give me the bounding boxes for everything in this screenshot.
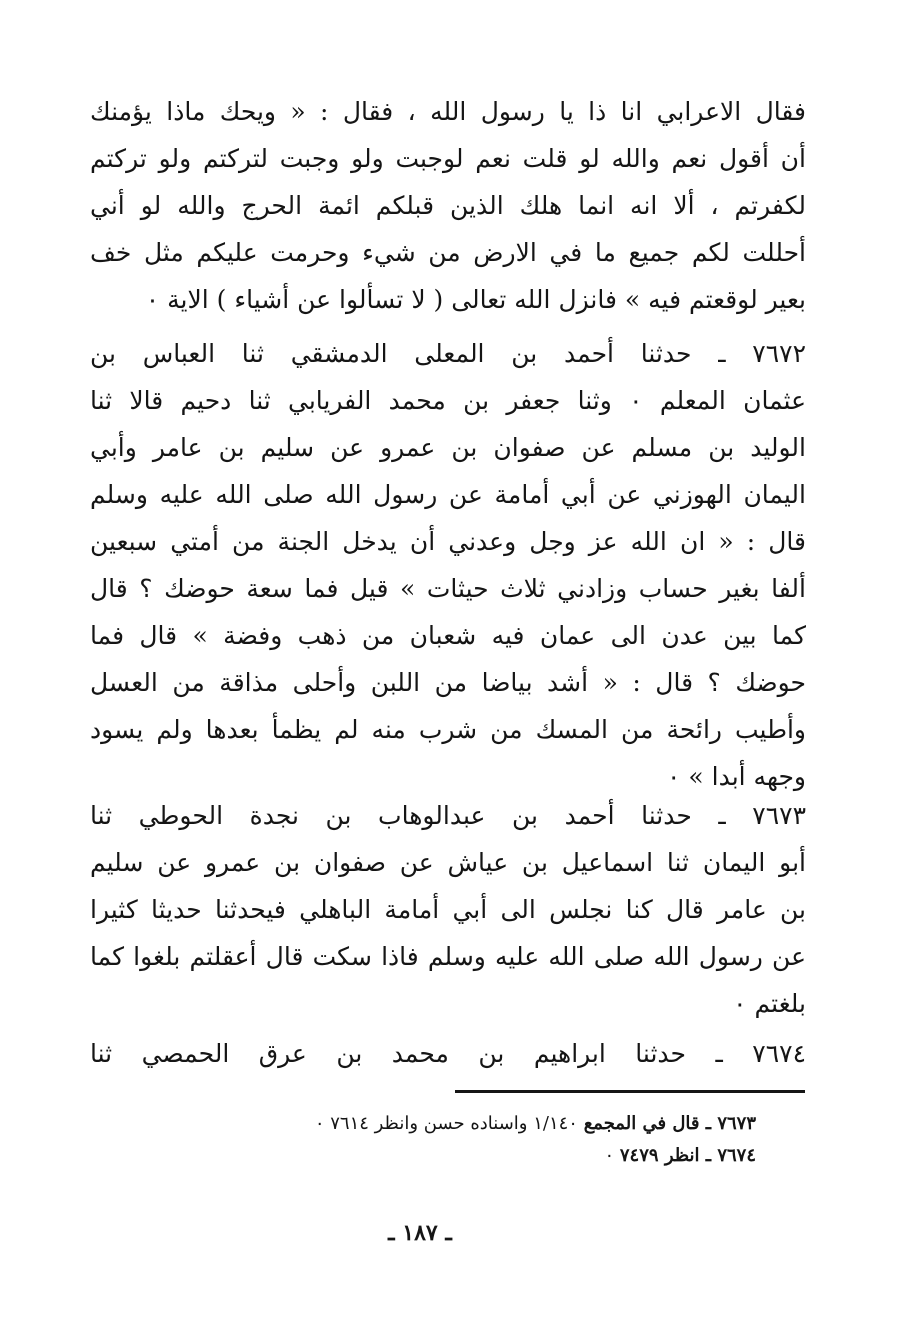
hadith-7673	[90, 792, 806, 1027]
text-line: بلغتم ٠	[733, 989, 806, 1018]
hadith-7674	[90, 1030, 806, 1077]
text-line: الوليد بن مسلم عن صفوان بن عمرو عن سليم بن عامر وأبي	[90, 433, 806, 462]
text-line: بعير لوقعتم فيه » فانزل الله تعالى ( لا تسألوا عن أشياء ) الاية ٠	[145, 285, 806, 314]
text-line: بن عامر قال كنا نجلس الى أبي أمامة الباهلي فيحدثنا حديثا كثيرا	[90, 895, 806, 924]
paragraph-1	[90, 88, 806, 323]
text-line: ٧٦٧٣ ـ حدثنا أحمد بن عبدالوهاب بن نجدة الحوطي ثنا	[90, 801, 806, 830]
footnote-text: ٠	[604, 1145, 615, 1166]
footnotes	[150, 1108, 756, 1172]
text-line: لكفرتم ، ألا انه انما هلك الذين قبلكم ائمة الحرج والله لو أني	[90, 191, 806, 220]
text-line: قال : « ان الله عز وجل وعدني أن يدخل الجنة من أمتي سبعين	[90, 527, 806, 556]
page-number: ـ ١٨٧ ـ	[388, 1220, 452, 1246]
text-line: ٧٦٧٢ ـ حدثنا أحمد بن المعلى الدمشقي ثنا العباس بن	[90, 339, 806, 368]
text-line: أن أقول نعم والله لو قلت نعم لوجبت ولو وجبت لتركتم ولو تركتم	[90, 144, 806, 173]
text-line: ٧٦٧٤ ـ حدثنا ابراهيم بن محمد بن عرق الحمصي ثنا	[90, 1039, 806, 1068]
text-line: حوضك ؟ قال : « أشد بياضا من اللبن وأحلى مذاقة من العسل	[90, 668, 806, 697]
footnote-ref: ٧٦٧٣ ـ قال في المجمع	[583, 1113, 756, 1134]
text-line: وأطيب رائحة من المسك من شرب منه لم يظمأ بعدها ولم يسود	[90, 715, 806, 744]
text-line: أبو اليمان ثنا اسماعيل بن عياش عن صفوان بن عمرو عن سليم	[90, 848, 806, 877]
text-line: ألفا بغير حساب وزادني ثلاث حيثات » قيل فما سعة حوضك ؟ قال	[90, 574, 806, 603]
footnote-text: ١/١٤٠ واسناده حسن وانظر ٧٦١٤ ٠	[314, 1113, 578, 1134]
text-line: فقال الاعرابي انا ذا يا رسول الله ، فقال : « ويحك ماذا يؤمنك	[90, 97, 806, 126]
text-line: عن رسول الله صلى الله عليه وسلم فاذا سكت قال أعقلتم بلغوا كما	[90, 942, 806, 971]
footnote-7674	[150, 1140, 756, 1172]
text-line: عثمان المعلم ٠ وثنا جعفر بن محمد الفريابي ثنا دحيم قالا ثنا	[90, 386, 806, 415]
footnote-divider	[455, 1090, 805, 1093]
footnote-7673	[150, 1108, 756, 1140]
hadith-7672	[90, 330, 806, 800]
text-line: أحللت لكم جميع ما في الارض من شيء وحرمت عليكم مثل خف	[90, 238, 806, 267]
text-line: اليمان الهوزني عن أبي أمامة عن رسول الله صلى الله عليه وسلم	[90, 480, 806, 509]
text-line: وجهه أبدا » ٠	[667, 762, 806, 791]
text-line: كما بين عدن الى عمان فيه شعبان من ذهب وفضة » قال فما	[90, 621, 806, 650]
footnote-ref: ٧٦٧٤ ـ انظر ٧٤٧٩	[619, 1145, 756, 1166]
